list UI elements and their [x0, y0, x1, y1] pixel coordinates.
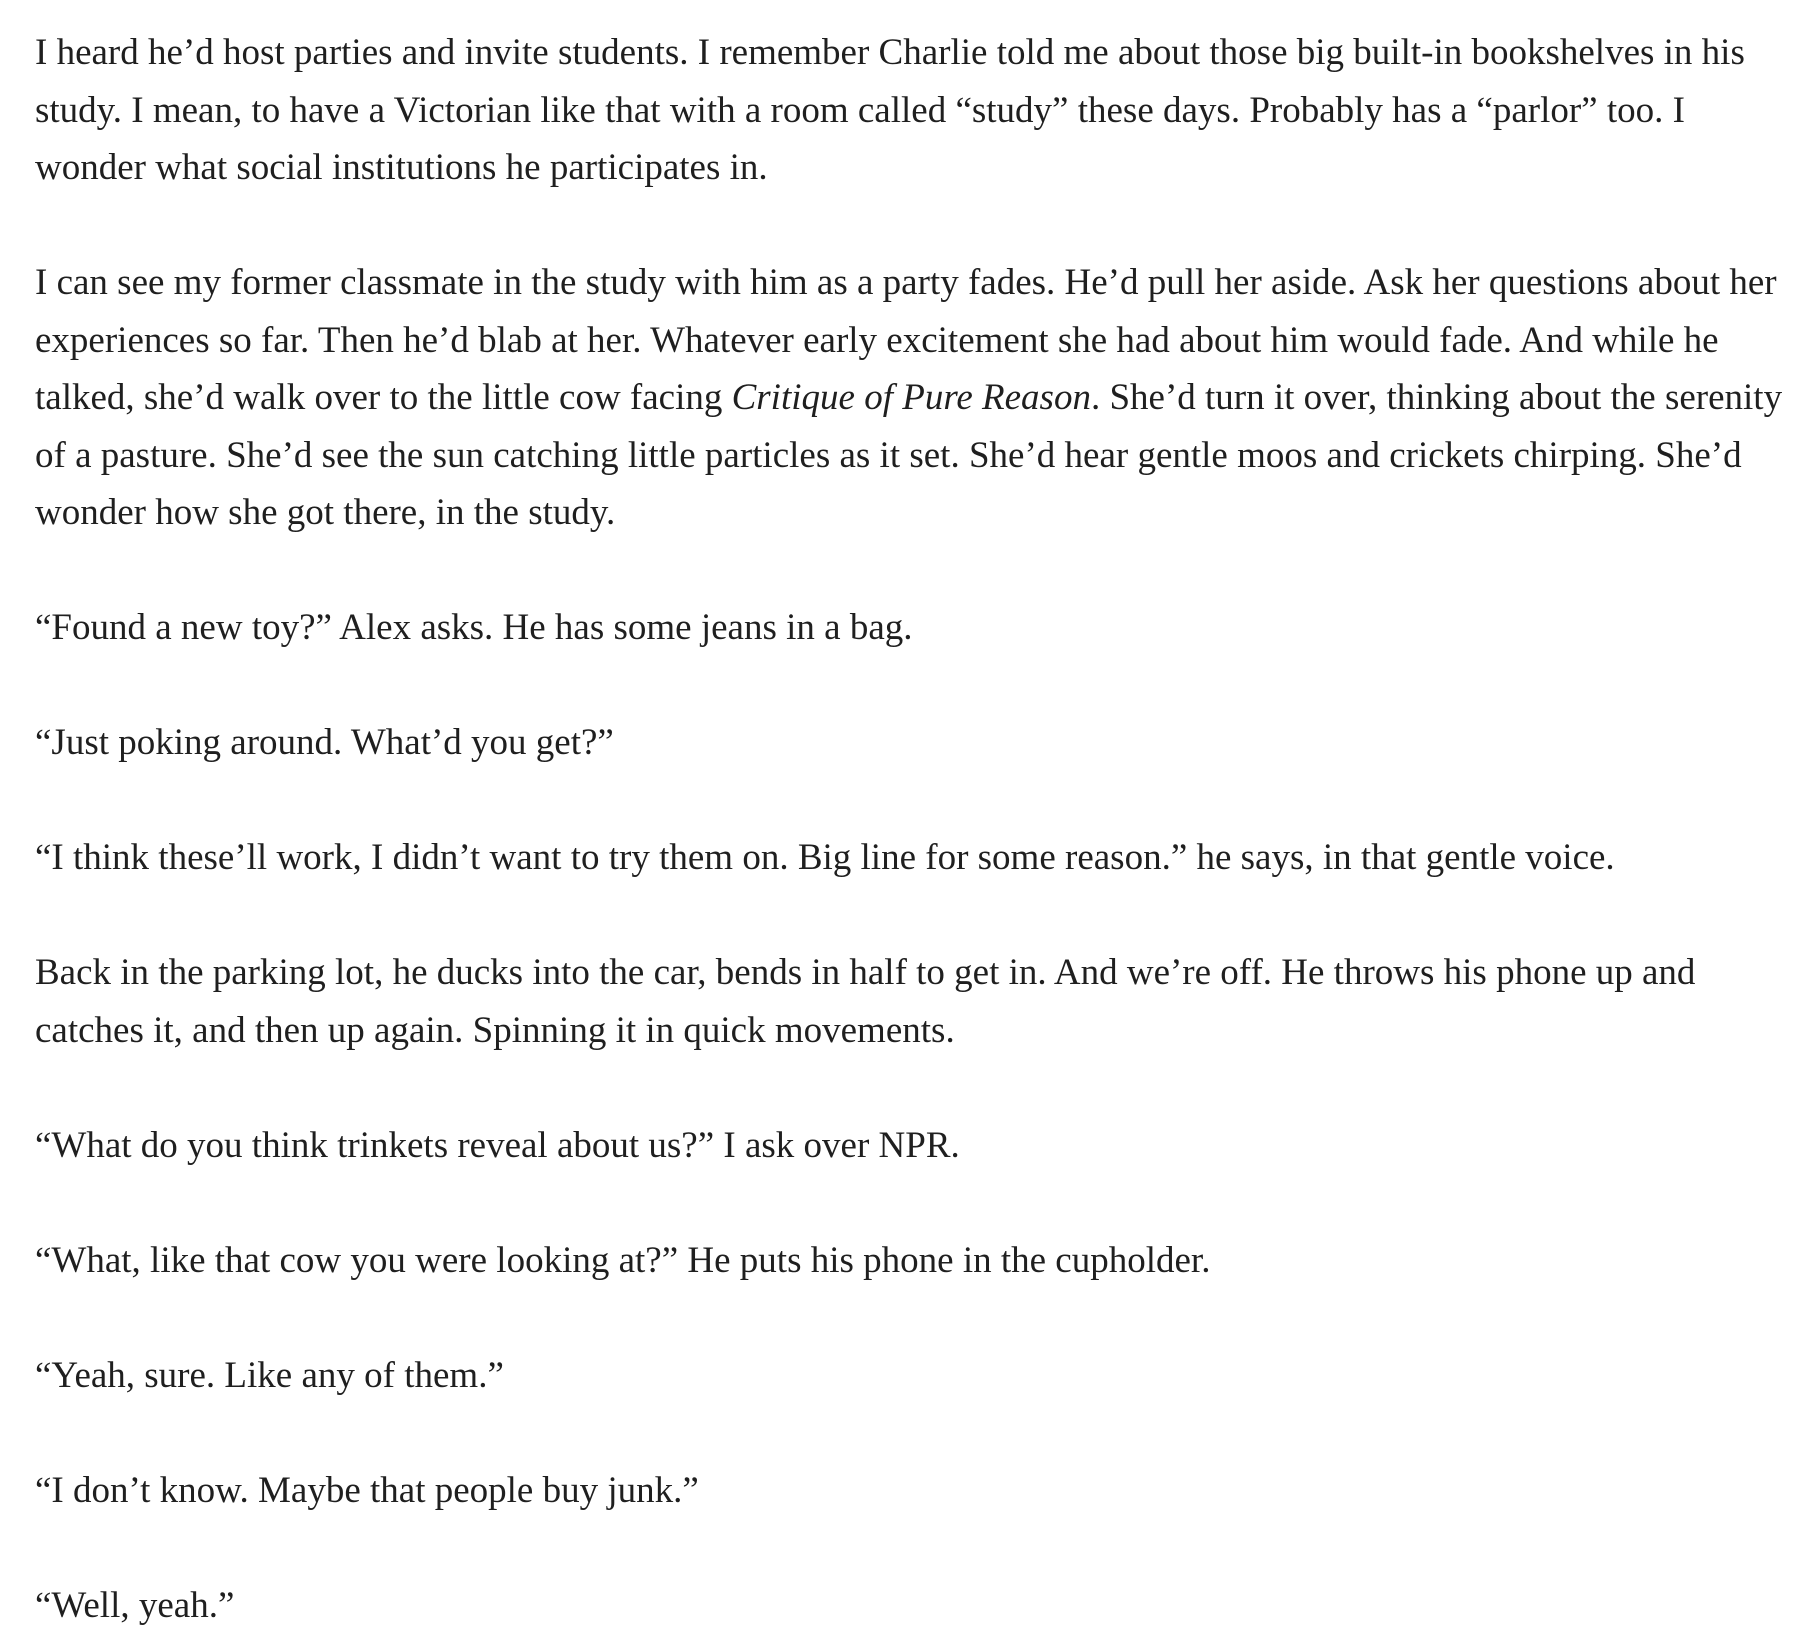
- dialogue-line: “Yeah, sure. Like any of them.”: [35, 1354, 504, 1396]
- dialogue-line: “I think these’ll work, I didn’t want to try them on. Big line for some reason.” he says, in that gentle voice.: [35, 837, 1615, 878]
- article-body: [35, 24, 1785, 1634]
- paragraph-text: . She’d turn it over, thinking about the serenity of a pasture. She’d see the sun catching little particles as it set. She’d hear gentle moos and crickets chirping. She’d wonder how she got there, in the study.: [35, 377, 1783, 533]
- book-title: Critique of Pure Reason: [731, 377, 1091, 418]
- dialogue-line: “What do you think trinkets reveal about us?” I ask over NPR.: [35, 1124, 960, 1166]
- dialogue-line: “I don’t know. Maybe that people buy junk.”: [35, 1469, 699, 1511]
- paragraph-parking-lot: Back in the parking lot, he ducks into the car, bends in half to get in. And we’re off. He throws his phone up and catches it, and then up again. Spinning it in quick movements.: [35, 952, 1696, 1051]
- dialogue-line: “Found a new toy?” Alex asks. He has some jeans in a bag.: [35, 607, 913, 648]
- paragraph-classmate-study: [35, 254, 1785, 542]
- paragraph-text: I can see my former classmate in the study with him as a party fades. He’d pull her aside. Ask her questions about her experiences so far. Then he’d blab at her. Whatever early excitement she had about him would fade. And while he talked, she’d walk over to the little cow facing: [35, 262, 1777, 418]
- dialogue-line: “Just poking around. What’d you get?”: [35, 722, 614, 763]
- dialogue-line: “What, like that cow you were looking at?” He puts his phone in the cupholder.: [35, 1239, 1211, 1281]
- paragraph-party-study: I heard he’d host parties and invite students. I remember Charlie told me about those big built-in bookshelves in his study. I mean, to have a Victorian like that with a room called “study” these days. Probably has a “parlor” too. I wonder what social institutions he participates in.: [35, 32, 1745, 188]
- dialogue-line: “Well, yeah.”: [35, 1584, 235, 1626]
